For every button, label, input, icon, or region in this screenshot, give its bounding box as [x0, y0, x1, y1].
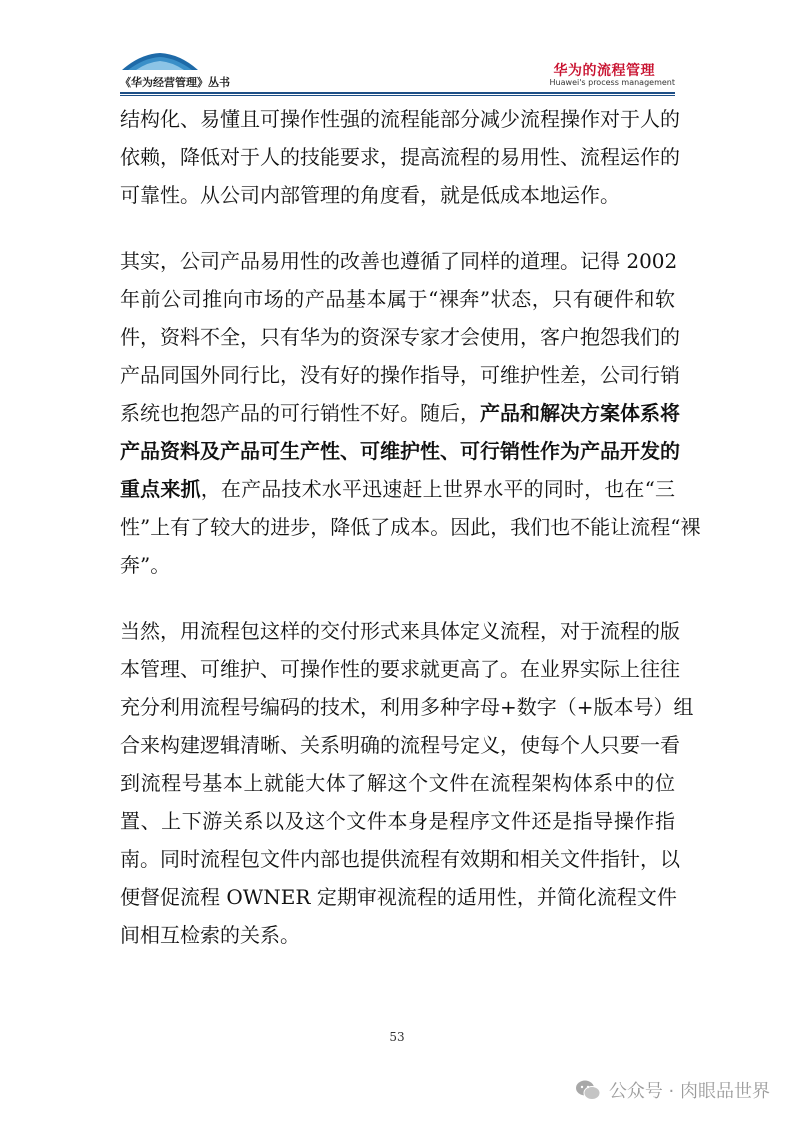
text-line [120, 802, 675, 840]
text-segment: 件，资料不全，只有华为的资深专家才会使用，客户抱怨我们的 [120, 325, 680, 349]
page-number: 53 [389, 1030, 405, 1044]
text-line [120, 100, 680, 138]
text-segment: 结构化、易懂且可操作性强的流程能部分减少流程操作对于人的 [120, 107, 680, 131]
text-segment: 可靠性。从公司内部管理的角度看，就是低成本地运作。 [120, 183, 620, 207]
header-divider-thin [120, 95, 675, 96]
text-segment: 奔”。 [120, 553, 171, 577]
text-line [120, 242, 678, 280]
text-line [120, 650, 680, 688]
text-line [120, 470, 675, 508]
series-title: 《华为经营管理》丛书 [120, 76, 230, 89]
text-line [120, 508, 701, 546]
text-line [120, 432, 680, 470]
text-line [120, 546, 675, 584]
wechat-icon [575, 1079, 601, 1101]
mountain-logo-icon [120, 50, 200, 72]
text-line [120, 764, 675, 802]
text-segment: 本管理、可维护、可操作性的要求就更高了。在业界实际上往往 [120, 657, 680, 681]
emphasized-text: 产品和解决方案体系将 [480, 401, 680, 425]
text-line [120, 726, 680, 764]
page-header [120, 50, 675, 95]
text-segment: 系统也抱怨产品的可行销性不好。随后， [120, 401, 480, 425]
body-text [120, 100, 701, 982]
text-line [120, 612, 680, 650]
text-segment: 其实，公司产品易用性的改善也遵循了同样的道理。记得 2002 [120, 249, 678, 273]
paragraph [120, 242, 701, 584]
text-segment: 性”上有了较大的进步，降低了成本。因此，我们也不能让流程“裸 [120, 515, 701, 539]
text-segment: 充分利用流程号编码的技术，利用多种字母+数字（+版本号）组 [120, 695, 694, 719]
text-segment: 间相互检索的关系。 [120, 923, 300, 947]
text-segment: ，在产品技术水平迅速赶上世界水平的同时，也在“三 [200, 477, 676, 501]
text-segment: 南。同时流程包文件内部也提供流程有效期和相关文件指针，以 [120, 847, 680, 871]
text-line [120, 280, 675, 318]
paragraph [120, 612, 694, 954]
text-line [120, 916, 675, 954]
text-line [120, 356, 680, 394]
brand-title: 华为的流程管理 [553, 63, 655, 79]
text-segment: 依赖，降低对于人的技能要求，提高流程的易用性、流程运作的 [120, 145, 680, 169]
text-line [120, 878, 675, 916]
text-segment: 合来构建逻辑清晰、关系明确的流程号定义，使每个人只要一看 [120, 733, 680, 757]
watermark [575, 1077, 770, 1103]
text-segment: 置、上下游关系以及这个文件本身是程序文件还是指导操作指 [120, 809, 675, 833]
text-segment: 产品同国外同行比，没有好的操作指导，可维护性差，公司行销 [120, 363, 680, 387]
text-line [120, 138, 680, 176]
text-line [120, 688, 694, 726]
header-divider [120, 92, 675, 94]
emphasized-text: 重点来抓 [120, 477, 201, 501]
text-segment: 当然，用流程包这样的交付形式来具体定义流程，对于流程的版 [120, 619, 680, 643]
watermark-text: 公众号 · 肉眼品世界 [608, 1081, 770, 1102]
text-line [120, 840, 680, 878]
paragraph [120, 100, 680, 214]
text-segment: 到流程号基本上就能大体了解这个文件在流程架构体系中的位 [120, 771, 675, 795]
text-line [120, 394, 680, 432]
emphasized-text: 产品资料及产品可生产性、可维护性、可行销性作为产品开发的 [120, 439, 680, 463]
brand-subtitle: Huawei's process management [549, 78, 675, 87]
text-segment: 便督促流程 OWNER 定期审视流程的适用性，并简化流程文件 [120, 885, 677, 909]
text-line [120, 318, 680, 356]
text-line [120, 176, 675, 214]
text-segment: 年前公司推向市场的产品基本属于“裸奔”状态，只有硬件和软 [120, 287, 675, 311]
